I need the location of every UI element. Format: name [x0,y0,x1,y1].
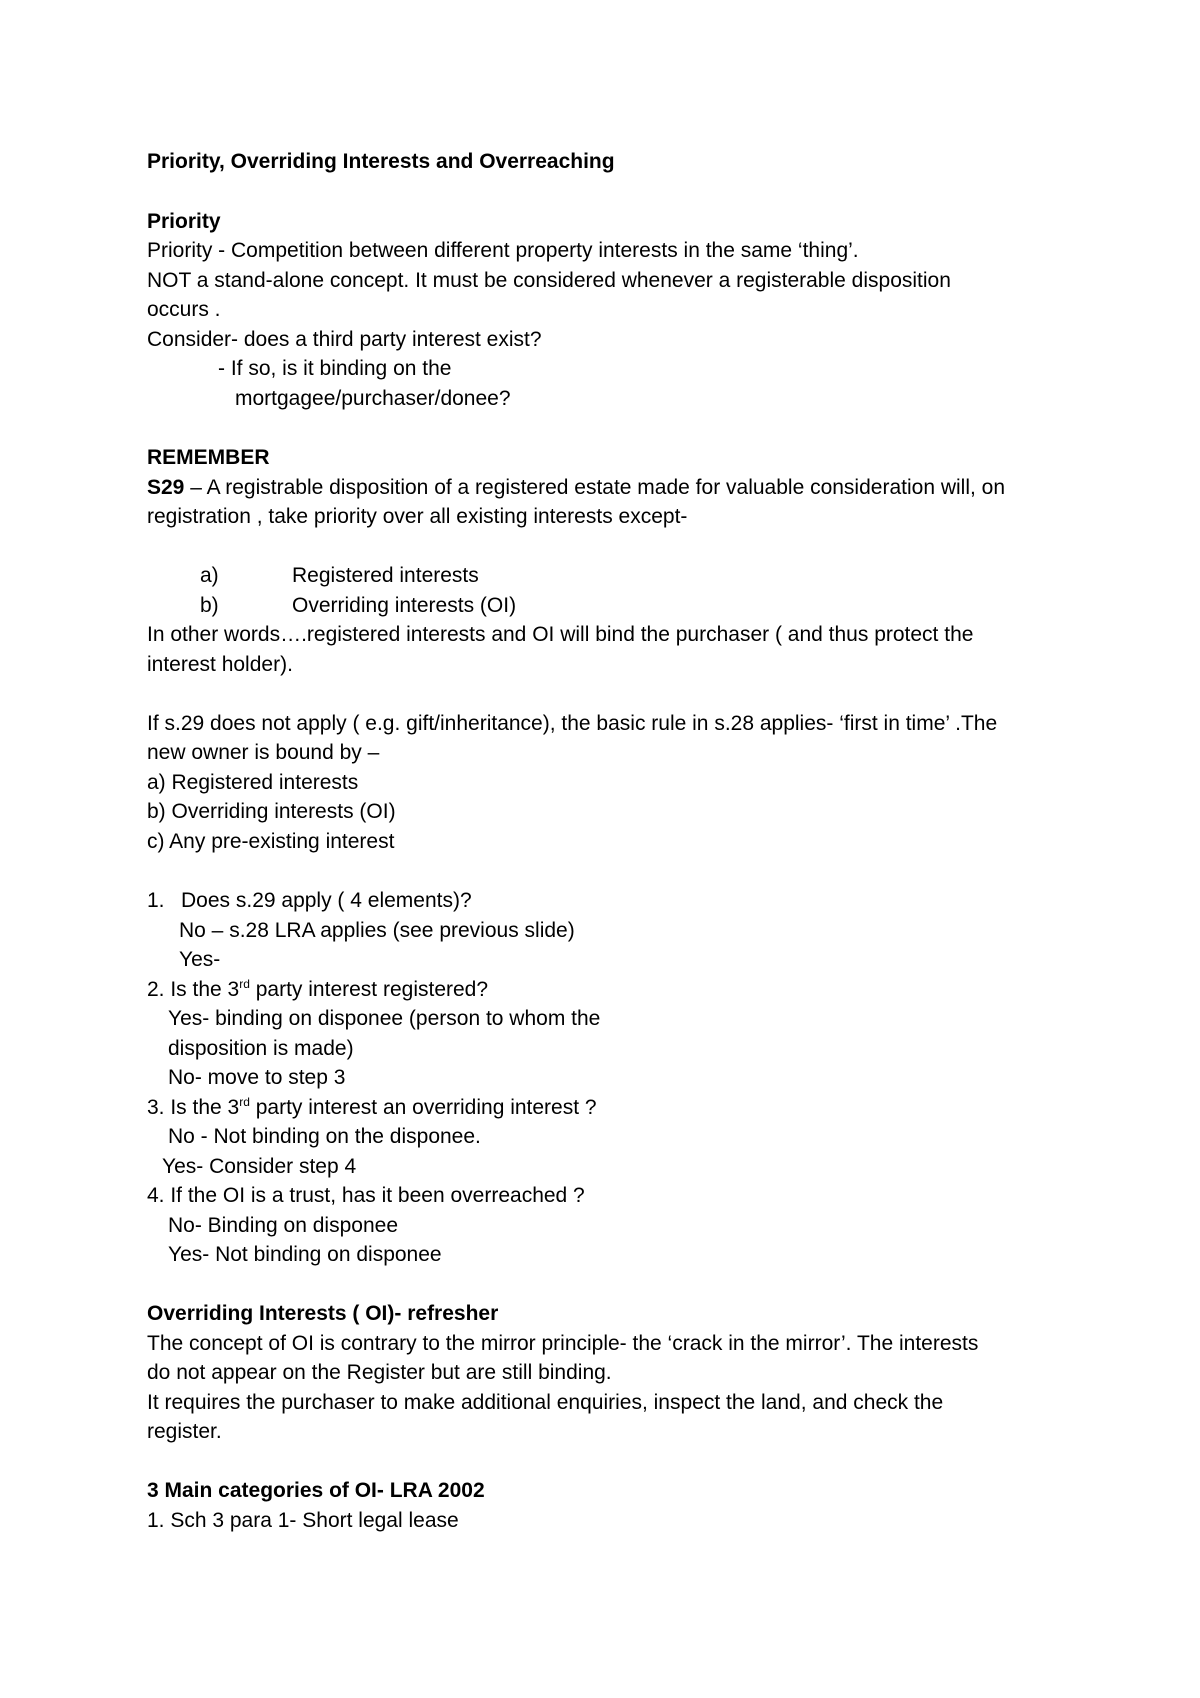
step3-prefix: 3. Is the 3 [147,1096,240,1119]
bound-item: b) Overriding interests (OI) [147,800,396,823]
step3-superscript: rd [239,1095,250,1109]
categories-heading: 3 Main categories of OI- LRA 2002 [147,1479,485,1502]
except-item-text: Registered interests [292,564,479,587]
s29-line [147,476,1005,500]
step2-yes-continuation: disposition is made) [168,1037,354,1060]
step4-no: No- Binding on disponee [168,1214,398,1237]
oi-paragraph-line: do not appear on the Register but are still binding. [147,1361,612,1384]
priority-definition: Priority - Competition between different property interests in the same ‘thing’. [147,239,859,262]
step2-no: No- move to step 3 [168,1066,346,1089]
except-item-text: Overriding interests (OI) [292,594,517,617]
step1-question: Does s.29 apply ( 4 elements)? [181,889,472,912]
occurs-line: occurs . [147,298,221,321]
if-so-line: - If so, is it binding on the [218,357,452,380]
document-title: Priority, Overriding Interests and Overreaching [147,150,615,173]
step4-yes: Yes- Not binding on disponee [168,1243,442,1266]
s29-continuation: registration , take priority over all existing interests except- [147,505,688,528]
step1-no: No – s.28 LRA applies (see previous slide) [179,919,575,942]
step3-yes: Yes- Consider step 4 [162,1155,357,1178]
step1-yes: Yes- [179,948,221,971]
step2-superscript: rd [239,977,250,991]
step2-suffix: party interest registered? [249,978,489,1001]
step2-prefix: 2. Is the 3 [147,978,240,1001]
consider-line: Consider- does a third party interest exist? [147,328,542,351]
not-standalone-line: NOT a stand-alone concept. It must be considered whenever a registerable disposition [147,269,951,292]
other-words-line: In other words….registered interests and OI will bind the purchaser ( and thus protect the [147,623,974,646]
oi-paragraph-line: The concept of OI is contrary to the mirror principle- the ‘crack in the mirror’. The interests [147,1332,979,1355]
oi-paragraph-line: It requires the purchaser to make additional enquiries, inspect the land, and check the [147,1391,944,1414]
category-item: 1. Sch 3 para 1- Short legal lease [147,1509,459,1532]
s29-text: – A registrable disposition of a registered estate made for valuable consideration will, on [184,476,1006,499]
oi-paragraph-line: register. [147,1420,222,1443]
remember-heading: REMEMBER [147,446,270,469]
interest-holder-line: interest holder). [147,653,293,676]
step3-suffix: party interest an overriding interest ? [249,1096,597,1119]
mortgagee-line: mortgagee/purchaser/donee? [235,387,511,410]
priority-heading: Priority [147,210,221,233]
step2-question [147,978,488,1002]
bound-item: a) Registered interests [147,771,359,794]
s29-label: S29 [147,476,185,499]
step3-question [147,1096,597,1120]
oi-heading: Overriding Interests ( OI)- refresher [147,1302,499,1325]
new-owner-line: new owner is bound by – [147,741,380,764]
step1-number: 1. [147,889,165,912]
except-item-marker: b) [200,594,219,617]
bound-item: c) Any pre-existing interest [147,830,395,853]
except-item-marker: a) [200,564,219,587]
if-s29-line: If s.29 does not apply ( e.g. gift/inheritance), the basic rule in s.28 applies- ‘first in time’ .The [147,712,998,735]
step2-yes: Yes- binding on disponee (person to whom the [168,1007,601,1030]
step4-question: 4. If the OI is a trust, has it been overreached ? [147,1184,585,1207]
step3-no: No - Not binding on the disponee. [168,1125,481,1148]
